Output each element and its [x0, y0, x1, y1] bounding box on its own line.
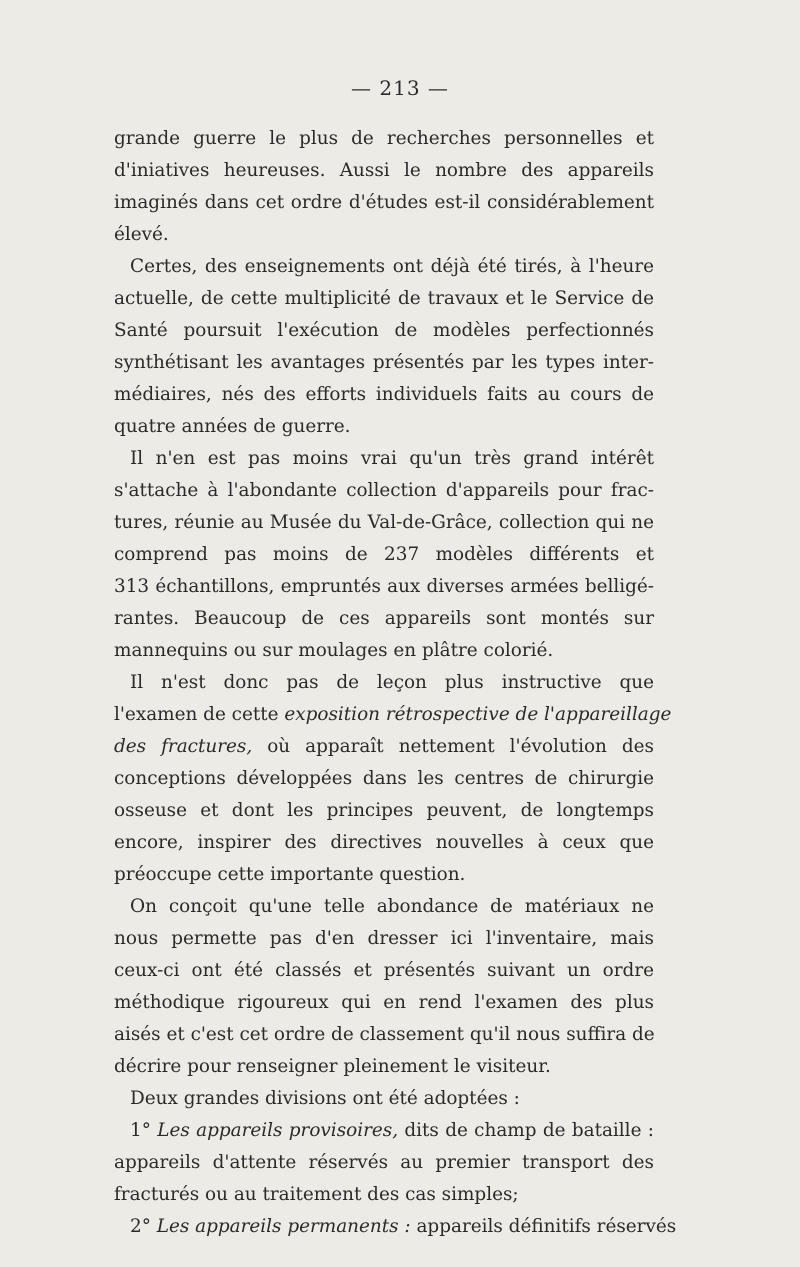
text-line: rantes. Beaucoup de ces appareils sont montés sur: [114, 608, 654, 629]
paragraph-first-line: Certes, des enseignements ont déjà été tirés, à l'heure: [130, 256, 654, 277]
list-number: 2°: [130, 1216, 157, 1237]
text-line: aisés et c'est cet ordre de classement qu'il nous suffira de: [114, 1024, 655, 1045]
paragraph-first-line: Il n'est donc pas de leçon plus instructive que: [130, 672, 654, 693]
text-line: nous permette pas d'en dresser ici l'inventaire, mais: [114, 928, 654, 949]
text-line: grande guerre le plus de recherches personnelles et: [114, 128, 654, 149]
list-item-first-line: [114, 1115, 654, 1147]
text-line: élevé.: [114, 224, 169, 245]
text-line-mixed: [114, 731, 654, 763]
body-text: [114, 123, 677, 1243]
text-line: osseuse et dont les principes peuvent, de longtemps: [114, 800, 654, 821]
italic-segment: exposition rétrospective de l'appareillage: [284, 704, 672, 725]
text-line: d'iniatives heureuses. Aussi le nombre des appareils: [114, 160, 654, 181]
text-line: conceptions développées dans les centres de chirurgie: [114, 768, 654, 789]
text-segment: l'examen de cette: [114, 704, 285, 725]
text-line: comprend pas moins de 237 modèles différents et: [114, 544, 654, 565]
italic-segment: Les appareils permanents :: [156, 1216, 411, 1237]
text-line: tures, réunie au Musée du Val-de-Grâce, collection qui ne: [114, 512, 654, 533]
italic-segment: des fractures,: [114, 736, 253, 757]
text-line: préoccupe cette importante question.: [114, 864, 466, 885]
text-line-mixed: [114, 699, 672, 731]
paragraph-first-line: Il n'en est pas moins vrai qu'un très grand intérêt: [130, 448, 654, 469]
italic-segment: Les appareils provisoires,: [157, 1120, 399, 1141]
text-line: ceux-ci ont été classés et présentés suivant un ordre: [114, 960, 654, 981]
text-line: encore, inspirer des directives nouvelles à ceux que: [114, 832, 654, 853]
text-line: médiaires, nés des efforts individuels faits au cours de: [114, 384, 654, 405]
list-item-first-line: [114, 1211, 677, 1243]
paragraph-first-line: On conçoit qu'une telle abondance de matériaux ne: [130, 896, 654, 917]
text-segment: dits de champ de bataille :: [398, 1120, 654, 1141]
text-line: méthodique rigoureux qui en rend l'examen des plus: [114, 992, 654, 1013]
text-line: mannequins ou sur moulages en plâtre colorié.: [114, 640, 554, 661]
list-number: 1°: [130, 1120, 158, 1141]
text-line: Santé poursuit l'exécution de modèles perfectionnés: [114, 320, 654, 341]
text-line: imaginés dans cet ordre d'études est-il considérablement: [114, 192, 654, 213]
paragraph-first-line: Deux grandes divisions ont été adoptées :: [130, 1088, 520, 1109]
text-line: décrire pour renseigner pleinement le visiteur.: [114, 1056, 551, 1077]
text-segment: où apparaît nettement l'évolution des: [252, 736, 654, 757]
text-line: s'attache à l'abondante collection d'appareils pour frac-: [114, 480, 654, 501]
text-segment: appareils définitifs réservés: [410, 1216, 677, 1237]
text-line: quatre années de guerre.: [114, 416, 351, 437]
text-line: actuelle, de cette multiplicité de travaux et le Service de: [114, 288, 654, 309]
text-line: 313 échantillons, empruntés aux diverses armées belligé-: [114, 576, 654, 597]
text-line: fracturés ou au traitement des cas simples;: [114, 1184, 519, 1205]
page-number: — 213 —: [351, 76, 449, 100]
text-line: appareils d'attente réservés au premier transport des: [114, 1152, 654, 1173]
text-line: synthétisant les avantages présentés par les types inter-: [114, 352, 654, 373]
